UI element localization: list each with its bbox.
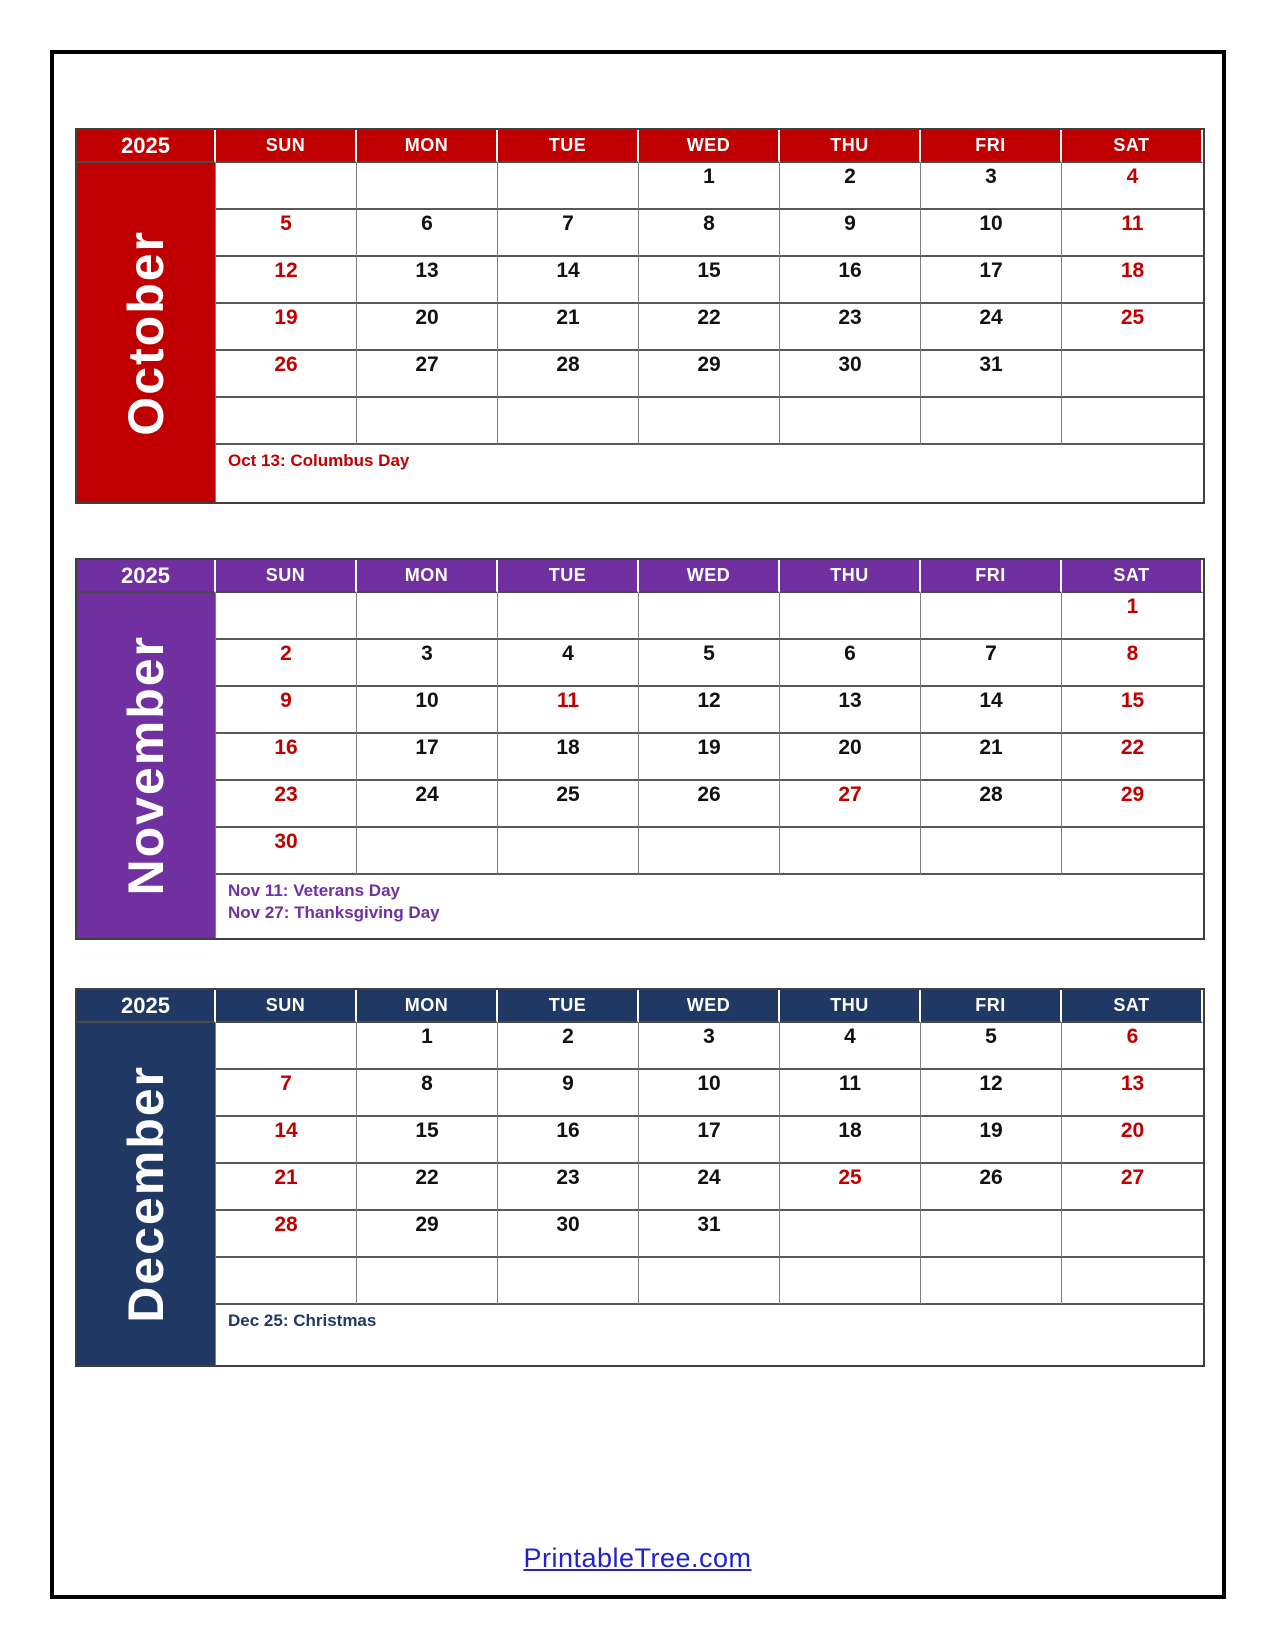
date-cell-5: 5 — [639, 640, 780, 687]
holiday-notes — [216, 1305, 1203, 1365]
date-cell-empty — [357, 398, 498, 445]
day-header-sun: SUN — [216, 990, 357, 1023]
holiday-note: Nov 11: Veterans Day — [228, 881, 400, 900]
day-header-mon: MON — [357, 990, 498, 1023]
date-cell-empty — [780, 593, 921, 640]
date-cell-empty — [357, 163, 498, 210]
date-cell-8: 8 — [1062, 640, 1203, 687]
date-cell-17: 17 — [639, 1117, 780, 1164]
date-cell-empty — [357, 1258, 498, 1305]
date-cell-4: 4 — [1062, 163, 1203, 210]
date-cell-empty — [639, 828, 780, 875]
date-cell-24: 24 — [639, 1164, 780, 1211]
date-cell-30: 30 — [498, 1211, 639, 1258]
date-cell-18: 18 — [1062, 257, 1203, 304]
date-cell-26: 26 — [921, 1164, 1062, 1211]
date-cell-empty — [216, 1258, 357, 1305]
date-cell-8: 8 — [639, 210, 780, 257]
date-cell-24: 24 — [921, 304, 1062, 351]
date-cell-28: 28 — [498, 351, 639, 398]
date-cell-18: 18 — [498, 734, 639, 781]
date-cell-18: 18 — [780, 1117, 921, 1164]
date-cell-empty — [498, 828, 639, 875]
date-cell-empty — [498, 593, 639, 640]
day-header-tue: TUE — [498, 130, 639, 163]
date-cell-7: 7 — [921, 640, 1062, 687]
date-cell-empty — [780, 398, 921, 445]
date-cell-17: 17 — [357, 734, 498, 781]
date-cell-13: 13 — [357, 257, 498, 304]
day-header-sun: SUN — [216, 560, 357, 593]
date-cell-5: 5 — [921, 1023, 1062, 1070]
holiday-notes — [216, 445, 1203, 502]
date-cell-21: 21 — [498, 304, 639, 351]
date-cell-25: 25 — [780, 1164, 921, 1211]
date-cell-empty — [780, 828, 921, 875]
date-cell-23: 23 — [216, 781, 357, 828]
date-cell-29: 29 — [639, 351, 780, 398]
date-cell-11: 11 — [1062, 210, 1203, 257]
day-header-mon: MON — [357, 560, 498, 593]
date-cell-3: 3 — [357, 640, 498, 687]
date-cell-23: 23 — [780, 304, 921, 351]
footer — [0, 1543, 1275, 1574]
calendar-december — [75, 988, 1205, 1367]
date-cell-14: 14 — [216, 1117, 357, 1164]
date-cell-20: 20 — [1062, 1117, 1203, 1164]
day-header-tue: TUE — [498, 990, 639, 1023]
date-cell-7: 7 — [498, 210, 639, 257]
day-header-sat: SAT — [1062, 990, 1203, 1023]
date-cell-24: 24 — [357, 781, 498, 828]
date-cell-16: 16 — [216, 734, 357, 781]
date-cell-empty — [921, 398, 1062, 445]
date-cell-21: 21 — [216, 1164, 357, 1211]
date-cell-12: 12 — [639, 687, 780, 734]
date-cell-empty — [639, 593, 780, 640]
date-cell-empty — [1062, 398, 1203, 445]
date-cell-11: 11 — [498, 687, 639, 734]
date-cell-empty — [216, 163, 357, 210]
date-cell-3: 3 — [639, 1023, 780, 1070]
date-cell-22: 22 — [357, 1164, 498, 1211]
day-header-thu: THU — [780, 560, 921, 593]
date-cell-20: 20 — [780, 734, 921, 781]
day-header-wed: WED — [639, 990, 780, 1023]
date-cell-4: 4 — [498, 640, 639, 687]
date-cell-3: 3 — [921, 163, 1062, 210]
date-cell-14: 14 — [498, 257, 639, 304]
date-cell-25: 25 — [1062, 304, 1203, 351]
date-cell-15: 15 — [1062, 687, 1203, 734]
date-cell-26: 26 — [216, 351, 357, 398]
date-cell-21: 21 — [921, 734, 1062, 781]
date-cell-empty — [1062, 828, 1203, 875]
date-cell-empty — [921, 828, 1062, 875]
date-cell-29: 29 — [357, 1211, 498, 1258]
date-cell-27: 27 — [780, 781, 921, 828]
date-cell-empty — [216, 398, 357, 445]
date-cell-6: 6 — [1062, 1023, 1203, 1070]
day-header-fri: FRI — [921, 990, 1062, 1023]
year-label: 2025 — [77, 130, 216, 163]
date-cell-1: 1 — [357, 1023, 498, 1070]
date-cell-2: 2 — [498, 1023, 639, 1070]
day-header-tue: TUE — [498, 560, 639, 593]
date-cell-9: 9 — [780, 210, 921, 257]
date-cell-6: 6 — [357, 210, 498, 257]
date-cell-2: 2 — [780, 163, 921, 210]
day-header-sat: SAT — [1062, 130, 1203, 163]
date-cell-empty — [780, 1211, 921, 1258]
date-cell-empty — [357, 828, 498, 875]
date-cell-empty — [639, 398, 780, 445]
date-cell-19: 19 — [216, 304, 357, 351]
holiday-notes — [216, 875, 1203, 938]
holiday-note: Dec 25: Christmas — [228, 1311, 377, 1330]
calendar-november — [75, 558, 1205, 940]
holiday-note: Oct 13: Columbus Day — [228, 451, 410, 470]
date-cell-empty — [1062, 351, 1203, 398]
date-cell-15: 15 — [357, 1117, 498, 1164]
day-header-sun: SUN — [216, 130, 357, 163]
calendar-october — [75, 128, 1205, 504]
day-header-sat: SAT — [1062, 560, 1203, 593]
date-cell-empty — [921, 1211, 1062, 1258]
month-label: November — [118, 635, 174, 896]
date-cell-empty — [639, 1258, 780, 1305]
date-cell-empty — [357, 593, 498, 640]
date-cell-empty — [1062, 1258, 1203, 1305]
day-header-thu: THU — [780, 990, 921, 1023]
date-cell-empty — [498, 1258, 639, 1305]
day-header-wed: WED — [639, 560, 780, 593]
date-cell-31: 31 — [639, 1211, 780, 1258]
date-cell-30: 30 — [780, 351, 921, 398]
date-cell-2: 2 — [216, 640, 357, 687]
date-cell-31: 31 — [921, 351, 1062, 398]
date-cell-15: 15 — [639, 257, 780, 304]
date-cell-14: 14 — [921, 687, 1062, 734]
date-cell-20: 20 — [357, 304, 498, 351]
date-cell-16: 16 — [498, 1117, 639, 1164]
date-cell-12: 12 — [921, 1070, 1062, 1117]
date-cell-28: 28 — [921, 781, 1062, 828]
footer-link[interactable]: PrintableTree.com — [523, 1543, 752, 1573]
day-header-wed: WED — [639, 130, 780, 163]
date-cell-empty — [216, 1023, 357, 1070]
date-cell-1: 1 — [1062, 593, 1203, 640]
date-cell-8: 8 — [357, 1070, 498, 1117]
date-cell-empty — [780, 1258, 921, 1305]
date-cell-10: 10 — [639, 1070, 780, 1117]
date-cell-empty — [921, 593, 1062, 640]
date-cell-19: 19 — [921, 1117, 1062, 1164]
date-cell-22: 22 — [639, 304, 780, 351]
year-label: 2025 — [77, 560, 216, 593]
day-header-mon: MON — [357, 130, 498, 163]
date-cell-19: 19 — [639, 734, 780, 781]
date-cell-23: 23 — [498, 1164, 639, 1211]
date-cell-29: 29 — [1062, 781, 1203, 828]
date-cell-10: 10 — [357, 687, 498, 734]
date-cell-5: 5 — [216, 210, 357, 257]
date-cell-empty — [498, 398, 639, 445]
day-header-fri: FRI — [921, 130, 1062, 163]
year-label: 2025 — [77, 990, 216, 1023]
date-cell-empty — [1062, 1211, 1203, 1258]
day-header-thu: THU — [780, 130, 921, 163]
date-cell-empty — [216, 593, 357, 640]
date-cell-9: 9 — [498, 1070, 639, 1117]
date-cell-10: 10 — [921, 210, 1062, 257]
date-cell-empty — [498, 163, 639, 210]
date-cell-13: 13 — [780, 687, 921, 734]
date-cell-27: 27 — [1062, 1164, 1203, 1211]
date-cell-1: 1 — [639, 163, 780, 210]
month-column — [77, 1023, 216, 1365]
date-cell-28: 28 — [216, 1211, 357, 1258]
date-cell-9: 9 — [216, 687, 357, 734]
date-cell-13: 13 — [1062, 1070, 1203, 1117]
holiday-note: Nov 27: Thanksgiving Day — [228, 903, 440, 923]
month-label: December — [118, 1065, 174, 1323]
date-cell-22: 22 — [1062, 734, 1203, 781]
date-cell-4: 4 — [780, 1023, 921, 1070]
date-cell-25: 25 — [498, 781, 639, 828]
date-cell-26: 26 — [639, 781, 780, 828]
date-cell-16: 16 — [780, 257, 921, 304]
day-header-fri: FRI — [921, 560, 1062, 593]
date-cell-11: 11 — [780, 1070, 921, 1117]
date-cell-17: 17 — [921, 257, 1062, 304]
month-column — [77, 163, 216, 502]
date-cell-7: 7 — [216, 1070, 357, 1117]
month-column — [77, 593, 216, 938]
date-cell-12: 12 — [216, 257, 357, 304]
date-cell-30: 30 — [216, 828, 357, 875]
month-label: October — [118, 229, 174, 436]
date-cell-empty — [921, 1258, 1062, 1305]
date-cell-27: 27 — [357, 351, 498, 398]
date-cell-6: 6 — [780, 640, 921, 687]
